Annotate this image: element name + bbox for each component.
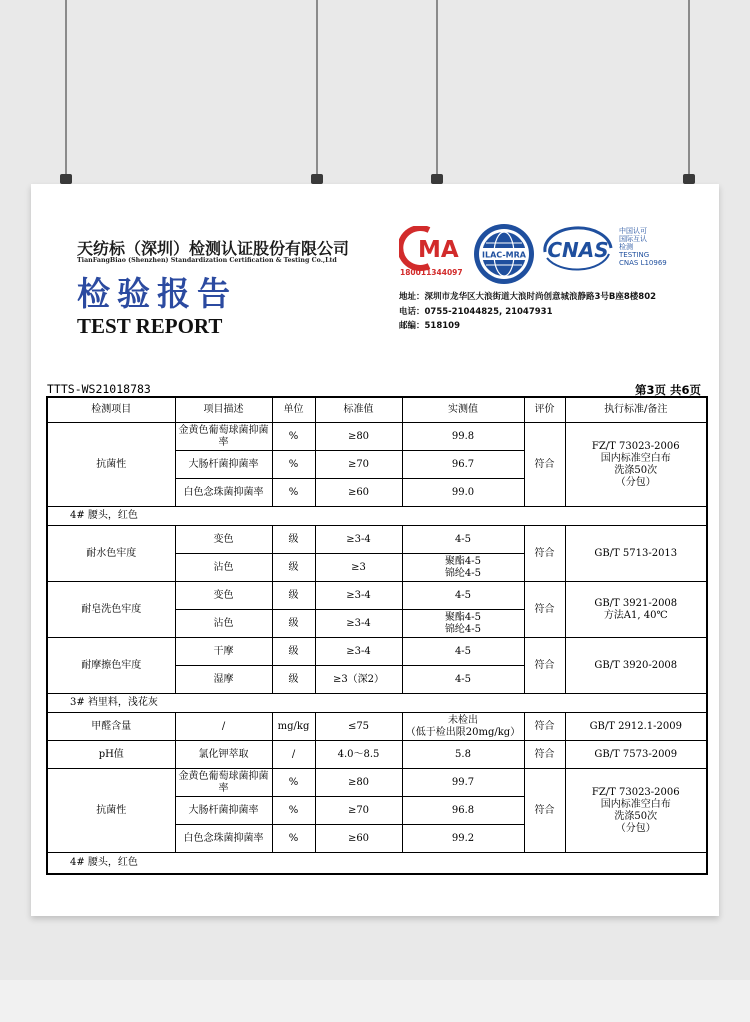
page-indicator: 第3页 共6页 [634,383,701,397]
cnas-line: 检测 [619,243,633,251]
measured-value: 96.8 [402,797,524,825]
cma-logo-text: MA [418,237,459,263]
report-number: TTTS-WS21018783 [47,382,151,396]
standard-value: ≤75 [315,713,402,741]
unit: % [272,423,315,451]
measured-value: 96.7 [402,451,524,479]
standard-value: 4.0～8.5 [315,741,402,769]
column-header: 检测项目 [47,397,175,423]
measured-value: 4-5 [402,666,524,694]
report-title-cn: 检验报告 [77,274,237,313]
cnas-accreditation-text [619,227,667,267]
hanging-wire [436,0,438,176]
standard-value: ≥3-4 [315,582,402,610]
report-sheet [31,184,719,916]
company-name-cn: 天纺标（深圳）检测认证股份有限公司 [77,239,350,258]
ilac-mra-logo [472,222,536,286]
contact-block [399,290,656,334]
column-header: 标准值 [315,397,402,423]
column-header: 单位 [272,397,315,423]
standard-note: GB/T 2912.1-2009 [565,713,707,741]
measured-value: 99.2 [402,825,524,853]
contact-phone: 电话：0755-21044825, 21047931 [399,306,553,317]
table-row [47,423,707,451]
unit: % [272,479,315,507]
item-description: 变色 [175,582,272,610]
hanging-wire [65,0,67,176]
item-description: 干摩 [175,638,272,666]
item-description: 白色念珠菌抑菌率 [175,479,272,507]
standard-value: ≥70 [315,797,402,825]
unit: 级 [272,526,315,554]
item-description: 湿摩 [175,666,272,694]
unit: % [272,797,315,825]
cnas-line: CNAS L10969 [619,259,667,267]
item-description: 白色念珠菌抑菌率 [175,825,272,853]
test-item: 耐皂洗色牢度 [47,582,175,638]
ilac-mra-logo-text: ILAC-MRA [482,250,526,260]
contact-postcode: 邮编：518109 [399,321,460,331]
evaluation: 符合 [524,741,565,769]
measured-value: 5.8 [402,741,524,769]
table-row [47,582,707,610]
table-row [47,638,707,666]
cnas-line: 中国认可 [619,227,647,235]
test-item: 耐水色牢度 [47,526,175,582]
unit: 级 [272,610,315,638]
standard-value: ≥60 [315,825,402,853]
standard-note: GB/T 3920-2008 [565,638,707,694]
evaluation: 符合 [524,526,565,582]
measured-value [402,554,524,582]
item-description: 大肠杆菌抑菌率 [175,451,272,479]
column-header: 实测值 [402,397,524,423]
cnas-logo [541,224,615,274]
measured-value: 4-5 [402,526,524,554]
hanging-clip [431,174,443,184]
item-description: 大肠杆菌抑菌率 [175,797,272,825]
test-item: 抗菌性 [47,423,175,507]
measured-value-text: 未检出 （低于检出限20mg/kg） [405,714,521,738]
company-name-en: TianFangBiao (Shenzhen) Standardization Certification & Testing Co.,Ltd [77,257,337,264]
table-row [47,769,707,797]
unit: mg/kg [272,713,315,741]
test-results-table [46,396,708,875]
test-item: 耐摩擦色牢度 [47,638,175,694]
column-header: 执行标准/备注 [565,397,707,423]
standard-value: ≥3 [315,554,402,582]
hanging-wire [316,0,318,176]
evaluation: 符合 [524,638,565,694]
item-description: 金黄色葡萄球菌抑菌率 [175,769,272,797]
sample-section-label: 4# 腰头，红色 [47,853,707,874]
table-header-row [47,397,707,423]
sample-section-label: 4# 腰头，红色 [47,507,707,526]
hanging-clip [683,174,695,184]
unit: % [272,451,315,479]
table-row [47,713,707,741]
test-item: pH值 [47,741,175,769]
standard-note [565,423,707,507]
test-item: 甲醛含量 [47,713,175,741]
standard-value: ≥3（深2） [315,666,402,694]
standard-note: GB/T 7573-2009 [565,741,707,769]
sample-section-row [47,507,707,526]
item-description: 氯化钾萃取 [175,741,272,769]
standard-value: ≥3-4 [315,610,402,638]
unit: 级 [272,638,315,666]
cma-number: 180011344097 [400,268,463,277]
item-description: 金黄色葡萄球菌抑菌率 [175,423,272,451]
item-description: / [175,713,272,741]
standard-value: ≥80 [315,423,402,451]
contact-address: 地址：深圳市龙华区大浪街道大浪时尚创意城浪静路3号B座8楼802 [399,292,657,302]
evaluation: 符合 [524,713,565,741]
measured-value [402,610,524,638]
standard-value: ≥3-4 [315,526,402,554]
sample-section-label: 3# 裆里料，浅花灰 [47,694,707,713]
background-floor [0,980,750,1022]
sample-section-row [47,694,707,713]
measured-value: 4-5 [402,582,524,610]
column-header: 评价 [524,397,565,423]
evaluation: 符合 [524,769,565,853]
column-header: 项目描述 [175,397,272,423]
unit: 级 [272,554,315,582]
unit: 级 [272,666,315,694]
hanging-wire [688,0,690,176]
evaluation: 符合 [524,423,565,507]
cnas-line: TESTING [619,251,650,259]
measured-value-text: 聚酯4-5 锦纶4-5 [444,611,482,635]
unit: % [272,769,315,797]
standard-value: ≥3-4 [315,638,402,666]
standard-value: ≥80 [315,769,402,797]
measured-value [402,713,524,741]
cnas-logo-text: CNAS [547,238,609,262]
measured-value: 99.7 [402,769,524,797]
table-row [47,741,707,769]
unit: 级 [272,582,315,610]
standard-value: ≥70 [315,451,402,479]
item-description: 变色 [175,526,272,554]
sample-section-row [47,853,707,874]
standard-note-text: GB/T 3921-2008 方法A1, 40℃ [594,597,678,621]
item-description: 沾色 [175,610,272,638]
measured-value-text: 聚酯4-5 锦纶4-5 [444,555,482,579]
evaluation: 符合 [524,582,565,638]
cnas-line: 国际互认 [619,235,647,243]
item-description: 沾色 [175,554,272,582]
measured-value: 99.8 [402,423,524,451]
measured-value: 99.0 [402,479,524,507]
standard-value: ≥60 [315,479,402,507]
standard-note: GB/T 5713-2013 [565,526,707,582]
standard-note-text: FZ/T 73023-2006 国内标准空白布 洗涤50次 （分包） [591,786,680,834]
test-item: 抗菌性 [47,769,175,853]
standard-note-text: FZ/T 73023-2006 国内标准空白布 洗涤50次 （分包） [591,440,680,488]
unit: % [272,825,315,853]
table-row [47,526,707,554]
unit: / [272,741,315,769]
standard-note [565,769,707,853]
measured-value: 4-5 [402,638,524,666]
hanging-clip [60,174,72,184]
standard-note [565,582,707,638]
hanging-clip [311,174,323,184]
report-title-en: TEST REPORT [77,314,223,338]
